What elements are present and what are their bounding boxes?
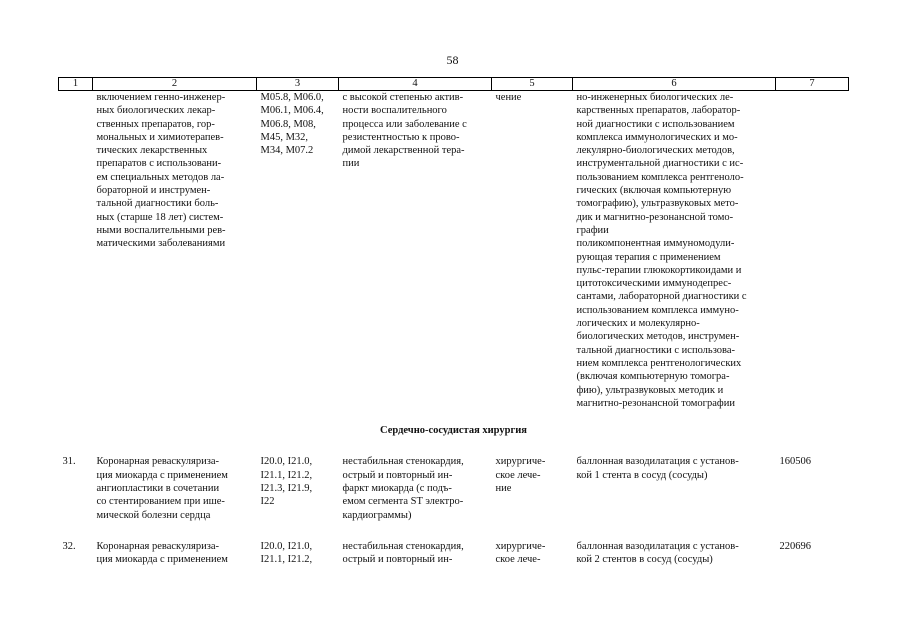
treatment-method-cell: баллонная вазодилатация с установ- кой 1 стента в сосуд (сосуды) bbox=[576, 456, 739, 481]
standard-cost-cell: 160506 bbox=[779, 456, 811, 468]
row-number: 31. bbox=[62, 456, 76, 468]
table-row bbox=[59, 455, 849, 521]
treatment-method-cell: но-инженерных биологических ле- карственных препаратов, лаборатор- ной диагностики с использованием комплекса иммунологических и мо- лекулярно-биологических методов, инструментальной диагностики с ис- пользованием комплекса рентгеноло- гических (включая компьютерную томографию), ультразвуковых мето- дик и магнитно-резонансной томо- графии поликомпонентная иммуномодули- рующая терапия с применением пульс-терапии глюкокортикоидами и цитотоксическими иммунодепрес- сантами, лабораторной диагностики с использованием комплекса иммуно- логических и молекулярно- биологических методов, инструмен- тальной диагностики с использова- нием комплекса рентгенологических (включая компьютерную томогра- фию), ультразвуковых методик и магнитно-резонансной томографии bbox=[576, 92, 747, 409]
row-number: 32. bbox=[62, 540, 76, 552]
treatment-type-cell: хирургиче- ское лече- ние bbox=[495, 456, 546, 495]
section-heading-row bbox=[59, 410, 849, 455]
services-table bbox=[58, 77, 849, 567]
column-number-2: 2 bbox=[93, 78, 257, 91]
column-number-5: 5 bbox=[492, 78, 573, 91]
column-number-header bbox=[59, 78, 849, 91]
standard-cost-cell bbox=[776, 91, 849, 411]
treatment-method-cell: баллонная вазодилатация с установ- кой 2 стентов в сосуд (сосуды) bbox=[576, 540, 739, 566]
column-number-6: 6 bbox=[573, 78, 776, 91]
standard-cost-cell: 220696 bbox=[779, 540, 811, 552]
row-number-cell bbox=[59, 91, 93, 411]
icd-codes-cell: I20.0, I21.0, I21.1, I21.2, I21.3, I21.9, I22 bbox=[260, 456, 313, 508]
column-number-7: 7 bbox=[776, 78, 849, 91]
page-number: 58 bbox=[446, 53, 459, 67]
icd-codes-cell: M05.8, M06.0, M06.1, M06.4, M06.8, M08, M45, M32, M34, M07.2 bbox=[260, 92, 324, 157]
table-row bbox=[59, 540, 849, 567]
table-row-continued bbox=[59, 91, 849, 411]
column-number-4: 4 bbox=[339, 78, 492, 91]
row-spacer bbox=[59, 522, 849, 540]
column-number-1: 1 bbox=[59, 78, 93, 91]
treatment-type-cell: хирургиче- ское лече- bbox=[495, 540, 546, 566]
treatment-type-cell: чение bbox=[495, 92, 522, 103]
service-name-cell: включением генно-инженер- ных биологических лекар- ственных препаратов, гор- мональных и химиотерапев- тических лекарственных препаратов с использовани- ем специальных методов ла- бораторной и инструмен- тальной диагностики боль- ных (старше 18 лет) систем- ными воспалительными рев- матическими заболеваниями bbox=[96, 92, 226, 250]
column-number-3: 3 bbox=[257, 78, 339, 91]
icd-codes-cell: I20.0, I21.0, I21.1, I21.2, bbox=[260, 540, 313, 566]
service-name-cell: Коронарная реваскуляриза- ция миокарда с применением ангиопластики в сочетании со стентированием при ише- мической болезни сердца bbox=[96, 456, 228, 521]
section-title: Сердечно-сосудистая хирургия bbox=[380, 425, 527, 437]
service-name-cell: Коронарная реваскуляриза- ция миокарда с применением bbox=[96, 540, 228, 566]
patient-model-cell: с высокой степенью актив- ности воспалительного процесса или заболевание с резистентностью к прово- димой лекарственной тера- пии bbox=[342, 92, 467, 170]
patient-model-cell: нестабильная стенокардия, острый и повторный ин- фаркт миокарда (с подъ- емом сегмента ST электро- кардиограммы) bbox=[342, 456, 464, 521]
patient-model-cell: нестабильная стенокардия, острый и повторный ин- bbox=[342, 540, 464, 566]
